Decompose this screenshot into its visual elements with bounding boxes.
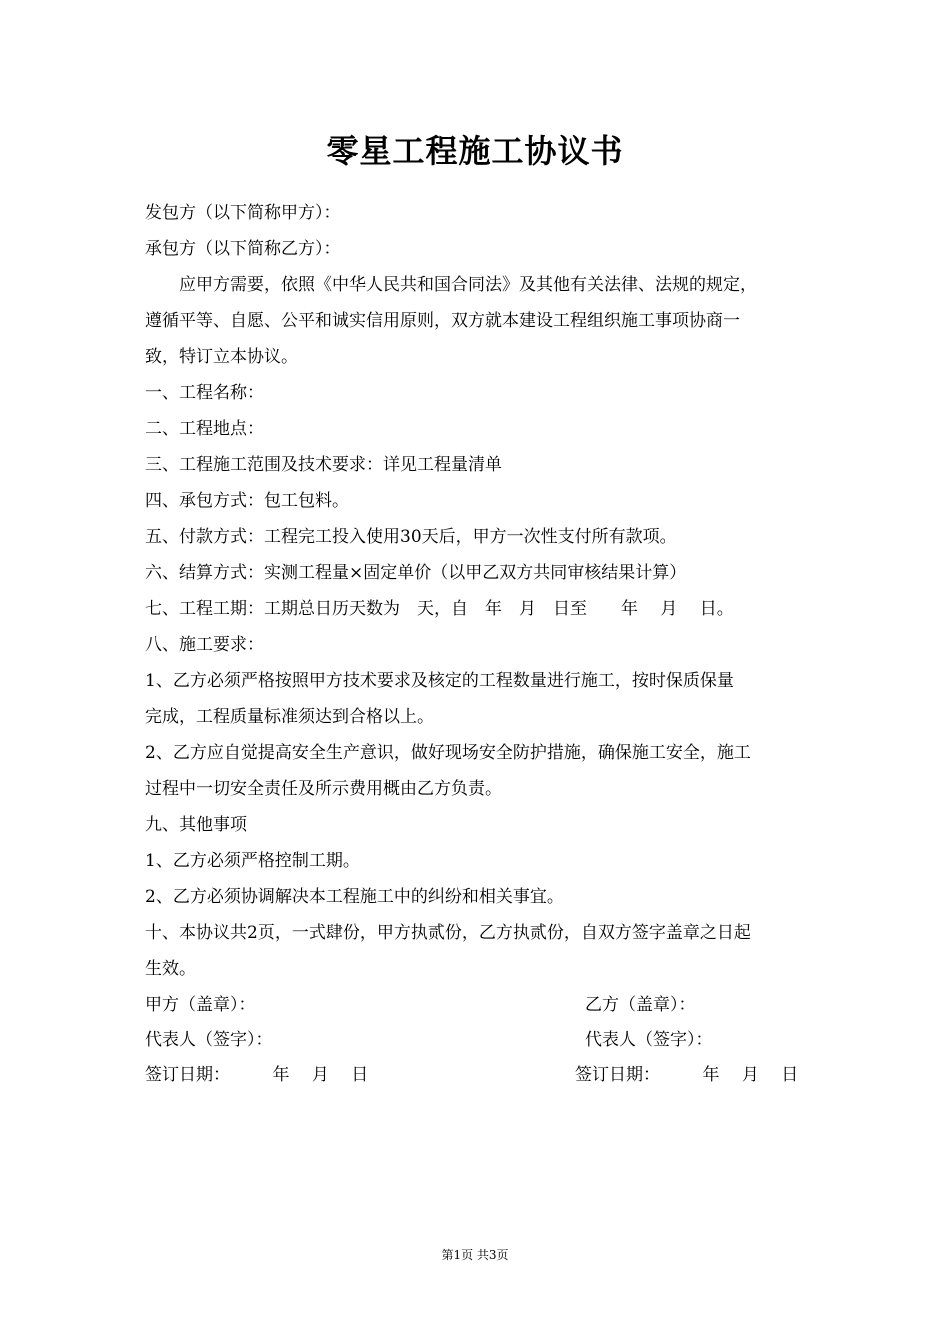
clause-other-2: 2、乙方必须协调解决本工程施工中的纠纷和相关事宜。 <box>145 887 564 907</box>
clause-copies: 十、本协议共2页，一式肆份，甲方执贰份，乙方执贰份，自双方签字盖章之日起 <box>145 923 751 943</box>
preamble-line: 应甲方需要，依照《中华人民共和国合同法》及其他有关法律、法规的规定， <box>179 275 757 295</box>
party-b-line: 承包方（以下简称乙方）： <box>145 239 341 259</box>
preamble-line: 遵循平等、自愿、公平和诚实信用原则，双方就本建设工程组织施工事项协商一 <box>145 311 740 331</box>
party-a-line: 发包方（以下简称甲方）： <box>145 203 341 223</box>
signature-seal-row <box>145 987 810 1022</box>
clause-contract-mode: 四、承包方式：包工包料。 <box>145 491 349 511</box>
party-b-date-label: 签订日期： 年 月 日 <box>575 1065 799 1085</box>
clause-project-name: 一、工程名称： <box>145 383 264 403</box>
party-b-seal-label: 乙方（盖章）： <box>585 995 696 1015</box>
page-footer: 第1页 共3页 <box>441 1248 509 1262</box>
clause-requirement-1-cont: 完成，工程质量标准须达到合格以上。 <box>145 707 434 727</box>
clause-payment: 五、付款方式：工程完工投入使用30天后，甲方一次性支付所有款项。 <box>145 527 677 547</box>
clause-copies-cont: 生效。 <box>145 959 196 979</box>
clause-other-1: 1、乙方必须严格控制工期。 <box>145 851 360 871</box>
party-b-representative-label: 代表人（签字）： <box>585 1030 713 1050</box>
clause-requirement-2: 2、乙方应自觉提高安全生产意识，做好现场安全防护措施，确保施工安全，施工 <box>145 743 751 763</box>
document-body <box>145 195 810 1092</box>
clause-settlement: 六、结算方式：实测工程量×固定单价（以甲乙双方共同审核结果计算） <box>145 563 687 583</box>
clause-scope: 三、工程施工范围及技术要求：详见工程量清单 <box>145 455 502 475</box>
preamble-line: 致，特订立本协议。 <box>145 347 298 367</box>
clause-construction-requirements: 八、施工要求： <box>145 635 264 655</box>
clause-requirement-1: 1、乙方必须严格按照甲方技术要求及核定的工程数量进行施工，按时保质保量 <box>145 671 734 691</box>
clause-duration: 七、工程工期：工期总日历天数为 天，自 年 月 日至 年 月 日。 <box>145 599 734 619</box>
party-a-representative-label: 代表人（签字）： <box>145 1030 273 1050</box>
clause-other-matters: 九、其他事项 <box>145 815 247 835</box>
clause-requirement-2-cont: 过程中一切安全责任及所示费用概由乙方负责。 <box>145 779 502 799</box>
signature-representative-row <box>145 1022 810 1057</box>
document-title: 零星工程施工协议书 <box>326 132 624 170</box>
signature-date-row <box>145 1057 810 1092</box>
party-a-date-label: 签订日期： 年 月 日 <box>145 1065 369 1085</box>
party-a-seal-label: 甲方（盖章）： <box>145 995 256 1015</box>
clause-project-location: 二、工程地点： <box>145 419 264 439</box>
